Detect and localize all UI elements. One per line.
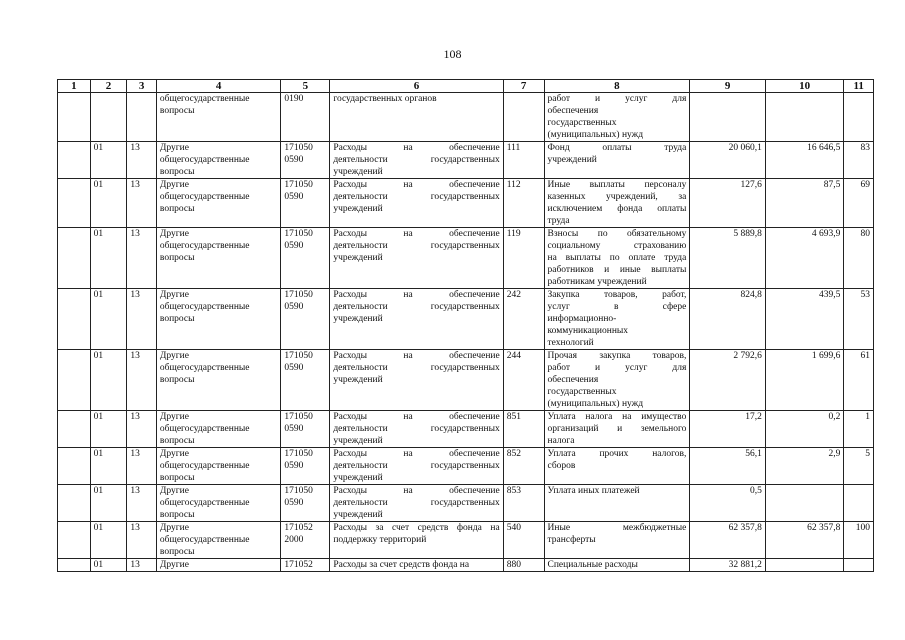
cell-c11: 53	[844, 289, 874, 350]
cell-c3: 13	[127, 289, 157, 350]
cell-line: коммуникационных	[547, 326, 629, 336]
cell-line: общегосударственные	[159, 94, 250, 104]
cell-c9: 2 792,6	[690, 350, 765, 411]
cell-line: 0590	[284, 155, 304, 165]
cell-c1	[58, 448, 91, 485]
cell-line: 0590	[284, 424, 304, 434]
cell-c1	[58, 350, 91, 411]
cell-c4	[156, 142, 280, 179]
cell-line: Расходы на обеспечение	[333, 449, 500, 459]
column-header-1: 1	[58, 80, 91, 93]
cell-c7	[503, 93, 544, 142]
cell-line: 0590	[284, 302, 304, 312]
cell-c7: 244	[503, 350, 544, 411]
cell-line: 171050	[284, 290, 313, 300]
cell-line: Расходы на обеспечение	[333, 412, 500, 422]
cell-c10	[765, 485, 844, 522]
cell-c5	[281, 228, 330, 289]
cell-c2: 01	[90, 559, 127, 572]
cell-line: социальному страхованию	[547, 241, 687, 251]
column-header-8: 8	[544, 80, 690, 93]
cell-c6	[330, 228, 503, 289]
cell-line: деятельности государственных	[333, 461, 500, 471]
cell-c7: 851	[503, 411, 544, 448]
cell-line: Специальные расходы	[547, 560, 638, 570]
cell-line: работ и услуг для	[547, 363, 687, 373]
cell-c3: 13	[127, 448, 157, 485]
cell-line: Закупка товаров, работ,	[547, 290, 687, 300]
cell-c8	[544, 350, 690, 411]
cell-c3: 13	[127, 228, 157, 289]
cell-c2: 01	[90, 522, 127, 559]
cell-c7: 112	[503, 179, 544, 228]
table-row	[58, 522, 874, 559]
table-row	[58, 289, 874, 350]
table-body	[58, 93, 874, 572]
column-header-4: 4	[156, 80, 280, 93]
cell-c1	[58, 228, 91, 289]
cell-c5	[281, 522, 330, 559]
cell-c10: 62 357,8	[765, 522, 844, 559]
cell-line: деятельности государственных	[333, 424, 500, 434]
cell-c9: 0,5	[690, 485, 765, 522]
cell-c7: 242	[503, 289, 544, 350]
cell-c1	[58, 485, 91, 522]
cell-line: Другие	[159, 449, 189, 459]
cell-line: Другие	[159, 180, 189, 190]
cell-line: Уплата иных платежей	[547, 486, 640, 496]
table-row	[58, 559, 874, 572]
cell-c11: 100	[844, 522, 874, 559]
cell-line: учреждений	[333, 314, 383, 324]
cell-line: Взносы по обязательному	[547, 229, 687, 239]
cell-c4	[156, 559, 280, 572]
cell-line: Другие	[159, 351, 189, 361]
cell-c1	[58, 142, 91, 179]
cell-c5	[281, 289, 330, 350]
cell-c11: 69	[844, 179, 874, 228]
table-row	[58, 93, 874, 142]
cell-c8	[544, 142, 690, 179]
cell-line: 0590	[284, 363, 304, 373]
cell-line: вопросы	[159, 167, 195, 177]
cell-c5	[281, 411, 330, 448]
cell-line: 2000	[284, 535, 304, 545]
cell-c3: 13	[127, 142, 157, 179]
cell-line: Расходы на обеспечение	[333, 290, 500, 300]
cell-c6	[330, 179, 503, 228]
cell-line: 171050	[284, 486, 313, 496]
cell-c1	[58, 93, 91, 142]
cell-line: технологий	[547, 338, 594, 348]
cell-c3: 13	[127, 522, 157, 559]
cell-line: общегосударственные	[159, 155, 250, 165]
cell-c3: 13	[127, 485, 157, 522]
cell-line: сборов	[547, 461, 576, 471]
cell-c2: 01	[90, 228, 127, 289]
cell-line: Фонд оплаты труда	[547, 143, 687, 153]
column-header-7: 7	[503, 80, 544, 93]
cell-c11	[844, 559, 874, 572]
header-row	[58, 80, 874, 93]
cell-c1	[58, 522, 91, 559]
cell-line: Расходы на обеспечение	[333, 229, 500, 239]
cell-line: Другие	[159, 229, 189, 239]
cell-line: учреждений	[333, 510, 383, 520]
cell-line: вопросы	[159, 436, 195, 446]
cell-c6	[330, 448, 503, 485]
cell-line: организаций и земельного	[547, 424, 687, 434]
cell-c4	[156, 93, 280, 142]
table-row	[58, 142, 874, 179]
cell-line: трансферты	[547, 535, 596, 545]
cell-line: работников и иные выплаты	[547, 265, 687, 275]
cell-line: вопросы	[159, 547, 195, 557]
cell-c10: 4 693,9	[765, 228, 844, 289]
cell-line: Другие	[159, 486, 189, 496]
cell-c5	[281, 448, 330, 485]
cell-line: Иные межбюджетные	[547, 523, 687, 533]
cell-line: Расходы за счет средств фонда на	[333, 523, 500, 533]
cell-line: учреждений	[333, 204, 383, 214]
cell-line: деятельности государственных	[333, 363, 500, 373]
cell-c2: 01	[90, 485, 127, 522]
cell-line: общегосударственные	[159, 192, 250, 202]
cell-line: 171050	[284, 449, 313, 459]
cell-line: вопросы	[159, 204, 195, 214]
cell-line: труда	[547, 216, 570, 226]
cell-line: Другие	[159, 143, 189, 153]
budget-table	[57, 79, 874, 572]
cell-c10	[765, 559, 844, 572]
cell-line: 171050	[284, 143, 313, 153]
cell-c10: 87,5	[765, 179, 844, 228]
cell-c5	[281, 559, 330, 572]
cell-c9: 824,8	[690, 289, 765, 350]
cell-line: вопросы	[159, 253, 195, 263]
cell-line: общегосударственные	[159, 241, 250, 251]
cell-line: Уплата налога на имущество	[547, 412, 687, 422]
cell-line: учреждений	[333, 473, 383, 483]
cell-line: Иные выплаты персоналу	[547, 180, 687, 190]
cell-c6	[330, 559, 503, 572]
cell-c5	[281, 485, 330, 522]
cell-c11	[844, 485, 874, 522]
cell-line: 0590	[284, 461, 304, 471]
cell-line: на выплаты по оплате труда	[547, 253, 687, 263]
column-header-5: 5	[281, 80, 330, 93]
cell-c9: 20 060,1	[690, 142, 765, 179]
cell-line: государственных	[547, 387, 617, 397]
page-number: 108	[443, 47, 462, 61]
cell-c8	[544, 411, 690, 448]
cell-c7: 880	[503, 559, 544, 572]
cell-c9: 127,6	[690, 179, 765, 228]
cell-c10: 439,5	[765, 289, 844, 350]
cell-line: 171050	[284, 229, 313, 239]
cell-line: учреждений	[333, 253, 383, 263]
cell-line: (муниципальных) нужд	[547, 399, 644, 409]
cell-c7: 853	[503, 485, 544, 522]
cell-c8	[544, 228, 690, 289]
cell-line: 0590	[284, 498, 304, 508]
column-header-9: 9	[690, 80, 765, 93]
cell-c10: 2,9	[765, 448, 844, 485]
cell-c3: 13	[127, 411, 157, 448]
cell-c4	[156, 485, 280, 522]
cell-line: деятельности государственных	[333, 155, 500, 165]
cell-c5	[281, 350, 330, 411]
cell-line: учреждений	[333, 167, 383, 177]
cell-line: общегосударственные	[159, 424, 250, 434]
cell-c11: 83	[844, 142, 874, 179]
cell-c4	[156, 179, 280, 228]
column-header-2: 2	[90, 80, 127, 93]
cell-line: вопросы	[159, 473, 195, 483]
cell-c4	[156, 289, 280, 350]
cell-c6	[330, 485, 503, 522]
cell-c6	[330, 142, 503, 179]
cell-c2: 01	[90, 179, 127, 228]
column-header-10: 10	[765, 80, 844, 93]
cell-c3: 13	[127, 179, 157, 228]
cell-c7: 852	[503, 448, 544, 485]
cell-line: работ и услуг для	[547, 94, 687, 104]
table-row	[58, 228, 874, 289]
cell-c10: 1 699,6	[765, 350, 844, 411]
cell-line: Другие	[159, 560, 189, 570]
table-row	[58, 485, 874, 522]
cell-c3: 13	[127, 350, 157, 411]
column-header-6: 6	[330, 80, 503, 93]
cell-line: Другие	[159, 523, 189, 533]
cell-c4	[156, 522, 280, 559]
cell-line: поддержку территорий	[333, 535, 427, 545]
cell-line: обеспечения	[547, 375, 599, 385]
cell-c8	[544, 559, 690, 572]
cell-line: Другие	[159, 290, 189, 300]
cell-c8	[544, 93, 690, 142]
cell-line: 171052	[284, 523, 313, 533]
cell-c3	[127, 93, 157, 142]
cell-c11: 61	[844, 350, 874, 411]
cell-line: вопросы	[159, 106, 195, 116]
cell-line: налога	[547, 436, 575, 446]
cell-line: учреждений	[333, 436, 383, 446]
cell-line: Расходы на обеспечение	[333, 486, 500, 496]
cell-c10: 0,2	[765, 411, 844, 448]
cell-c11: 5	[844, 448, 874, 485]
cell-c2: 01	[90, 350, 127, 411]
cell-line: государственных	[547, 118, 617, 128]
cell-c4	[156, 350, 280, 411]
cell-c11: 80	[844, 228, 874, 289]
cell-c1	[58, 179, 91, 228]
cell-c11: 1	[844, 411, 874, 448]
cell-c4	[156, 228, 280, 289]
cell-line: Расходы за счет средств фонда на	[333, 560, 470, 570]
cell-c9: 5 889,8	[690, 228, 765, 289]
cell-c2	[90, 93, 127, 142]
cell-line: (муниципальных) нужд	[547, 130, 644, 140]
cell-line: общегосударственные	[159, 461, 250, 471]
cell-c8	[544, 448, 690, 485]
cell-c9: 62 357,8	[690, 522, 765, 559]
cell-line: общегосударственные	[159, 498, 250, 508]
cell-line: 171050	[284, 351, 313, 361]
cell-line: Другие	[159, 412, 189, 422]
cell-line: казенных учреждений, за	[547, 192, 687, 202]
cell-c9: 56,1	[690, 448, 765, 485]
cell-line: вопросы	[159, 314, 195, 324]
column-header-11: 11	[844, 80, 874, 93]
cell-c6	[330, 289, 503, 350]
cell-c10	[765, 93, 844, 142]
cell-line: общегосударственные	[159, 302, 250, 312]
cell-c11	[844, 93, 874, 142]
cell-c9: 17,2	[690, 411, 765, 448]
cell-c10: 16 646,5	[765, 142, 844, 179]
cell-line: обеспечения	[547, 106, 599, 116]
table-row	[58, 411, 874, 448]
column-header-3: 3	[127, 80, 157, 93]
cell-c6	[330, 522, 503, 559]
cell-line: информационно-	[547, 314, 617, 324]
cell-line: 171052	[284, 560, 313, 570]
table-row	[58, 179, 874, 228]
cell-line: 171050	[284, 180, 313, 190]
cell-line: Расходы на обеспечение	[333, 180, 500, 190]
cell-line: Прочая закупка товаров,	[547, 351, 687, 361]
cell-c8	[544, 179, 690, 228]
cell-c4	[156, 448, 280, 485]
cell-line: общегосударственные	[159, 535, 250, 545]
cell-c6	[330, 350, 503, 411]
cell-line: учреждений	[333, 375, 383, 385]
cell-line: Расходы на обеспечение	[333, 143, 500, 153]
cell-line: исключением фонда оплаты	[547, 204, 687, 214]
cell-c8	[544, 522, 690, 559]
cell-c7: 111	[503, 142, 544, 179]
cell-line: деятельности государственных	[333, 302, 500, 312]
cell-line: деятельности государственных	[333, 241, 500, 251]
cell-c2: 01	[90, 411, 127, 448]
cell-c7: 119	[503, 228, 544, 289]
cell-c8	[544, 485, 690, 522]
cell-c1	[58, 559, 91, 572]
cell-line: Уплата прочих налогов,	[547, 449, 687, 459]
cell-line: услуг в сфере	[547, 302, 687, 312]
table-row	[58, 350, 874, 411]
cell-line: вопросы	[159, 375, 195, 385]
cell-c8	[544, 289, 690, 350]
cell-line: учреждений	[547, 155, 597, 165]
cell-c6	[330, 411, 503, 448]
cell-line: вопросы	[159, 510, 195, 520]
cell-c1	[58, 411, 91, 448]
cell-c2: 01	[90, 289, 127, 350]
cell-c6	[330, 93, 503, 142]
cell-line: работникам учреждений	[547, 277, 647, 287]
cell-line: государственных органов	[333, 94, 437, 104]
cell-line: 0590	[284, 192, 304, 202]
cell-line: деятельности государственных	[333, 498, 500, 508]
cell-c9: 32 881,2	[690, 559, 765, 572]
cell-line: общегосударственные	[159, 363, 250, 373]
cell-line: 0590	[284, 241, 304, 251]
cell-line: деятельности государственных	[333, 192, 500, 202]
cell-c1	[58, 289, 91, 350]
cell-c9	[690, 93, 765, 142]
cell-c5	[281, 179, 330, 228]
cell-line: Расходы на обеспечение	[333, 351, 500, 361]
cell-c5	[281, 142, 330, 179]
cell-c4	[156, 411, 280, 448]
table-row	[58, 448, 874, 485]
cell-line: 171050	[284, 412, 313, 422]
cell-c2: 01	[90, 142, 127, 179]
cell-c5	[281, 93, 330, 142]
cell-c3: 13	[127, 559, 157, 572]
cell-c7: 540	[503, 522, 544, 559]
cell-c2: 01	[90, 448, 127, 485]
cell-line: 0190	[284, 94, 304, 104]
